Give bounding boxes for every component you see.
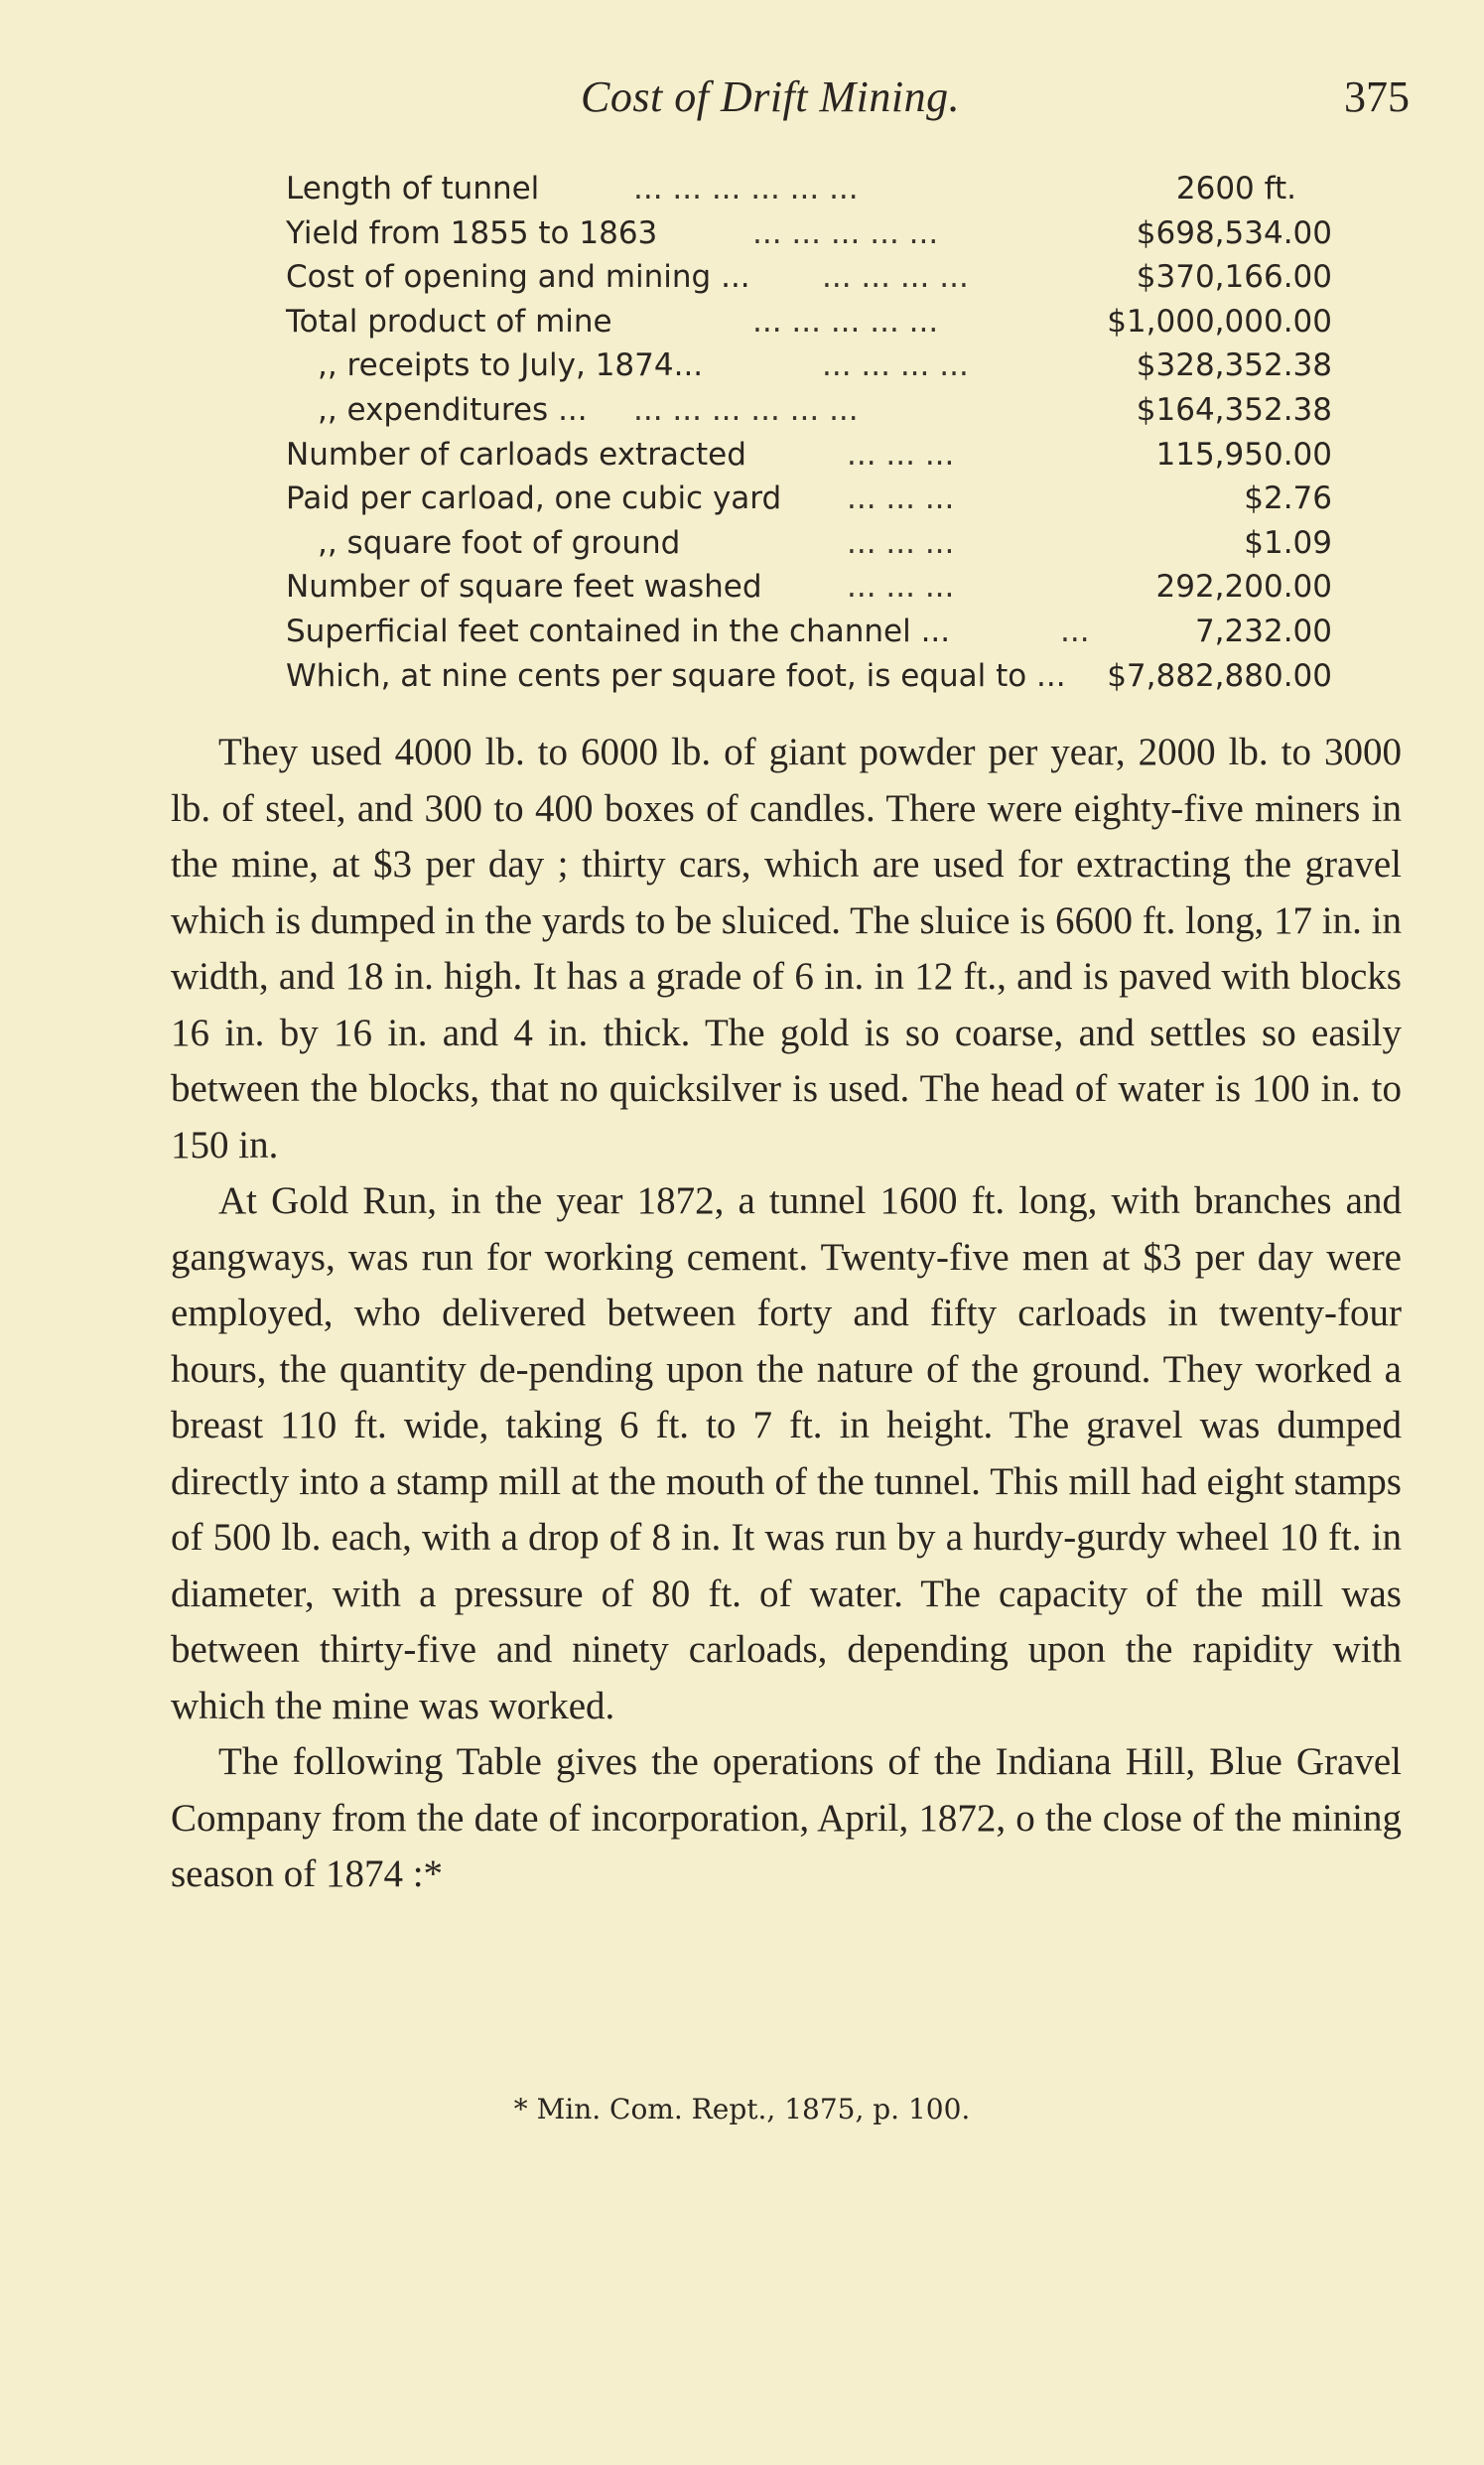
table-row [286,255,1332,300]
stat-value: 292,200.00 [1148,565,1333,610]
leader-dots: ... ... ... [847,569,955,606]
paragraph-gold-run: At Gold Run, in the year 1872, a tunnel 1600 ft. long, with branches and gangways, was run for working cement. Twenty-five men at $3 per day were employed, who delivered between forty and fifty carloads in twenty-four hours, the quantity de-pending upon the nature of the ground. They worked a breast 110 ft. wide, taking 6 ft. to 7 ft. in height. The gravel was dumped directly into a stamp mill at the mouth of the tunnel. This mill had eight stamps of 500 lb. each, with a drop of 8 in. It was run by a hurdy-gurdy wheel 10 ft. in diameter, with a pressure of 80 ft. of water. The capacity of the mill was between thirty-five and ninety carloads, depending upon the rapidity with which the mine was worked. [171,1179,1402,1727]
table-row [286,610,1332,654]
stat-value: $698,534.00 [1129,211,1332,256]
paragraph-supplies: They used 4000 lb. to 6000 lb. of giant powder per year, 2000 lb. to 3000 lb. of steel, and 300 to 400 boxes of candles. There were eighty-five miners in the mine, at $3 per day ; thirty cars, which are used for extracting the gravel which is dumped in the yards to be sluiced. The sluice is 6600 ft. long, 17 in. in width, and 18 in. high. It has a grade of 6 in. in 12 ft., and is paved with blocks 16 in. by 16 in. and 4 in. thick. The gold is so coarse, and settles so easily between the blocks, that no quicksilver is used. The head of water is 100 in. to 150 in. [171,731,1402,1166]
stat-value: 7,232.00 [1187,610,1332,654]
stat-label: Paid per carload, one cubic yard [286,480,782,517]
running-title: Cost of Drift Mining. [581,72,961,121]
stat-value: $164,352.38 [1129,388,1332,433]
table-row [286,654,1332,699]
leader-dots: ... ... ... [847,436,955,473]
leader-dots: ... ... ... ... ... ... [633,391,859,428]
stat-value: $2.76 [1236,477,1332,521]
stat-value: $1,000,000.00 [1099,300,1332,344]
stat-value: 2600 ft. [1168,167,1296,211]
leader-dots: ... [1060,613,1090,649]
mine-statistics-table [286,167,1332,698]
table-row [286,211,1332,256]
body-text [171,725,1402,1903]
table-row [286,343,1332,388]
stat-value: $328,352.38 [1129,343,1332,388]
stat-value: $370,166.00 [1129,255,1332,300]
table-row [286,167,1332,211]
stat-value: 115,950.00 [1148,433,1333,478]
leader-dots: ... ... ... ... [822,347,969,384]
stat-value: $7,882,880.00 [1099,654,1332,699]
stat-label: Number of carloads extracted [286,436,746,473]
footnote: * Min. Com. Rept., 1875, p. 100. [513,2093,971,2125]
stat-label: Total product of mine [286,303,612,340]
running-head [169,71,1410,131]
leader-dots: ... ... ... ... ... [752,214,939,251]
table-row [286,565,1332,610]
stat-label: Which, at nine cents per square foot, is equal to ... [286,657,1066,694]
table-row [286,388,1332,433]
leader-dots: ... ... ... [847,524,955,561]
stat-label: Yield from 1855 to 1863 [286,214,658,251]
stat-label: ,, receipts to July, 1874... [318,347,704,384]
leader-dots: ... ... ... ... ... [752,303,939,340]
leader-dots: ... ... ... ... ... ... [633,171,859,206]
stat-label: ,, expenditures ... [318,391,588,428]
table-row [286,300,1332,344]
leader-dots: ... ... ... ... [822,259,969,296]
stat-label: Number of square feet washed [286,569,762,606]
stat-label: Length of tunnel [286,171,540,206]
stat-value: $1.09 [1236,521,1332,566]
stat-label: ,, square foot of ground [318,524,681,561]
table-row [286,521,1332,566]
stat-label: Superficial feet contained in the channel ... [286,613,951,649]
paragraph-table-intro: The following Table gives the operations of the Indiana Hill, Blue Gravel Company from the date of incorporation, April, 1872, o the close of the mining season of 1874 :* [171,1740,1402,1895]
table-row [286,477,1332,521]
page-number: 375 [1344,72,1410,121]
leader-dots: ... ... ... [847,480,955,517]
stat-label: Cost of opening and mining ... [286,259,750,296]
table-row [286,433,1332,478]
